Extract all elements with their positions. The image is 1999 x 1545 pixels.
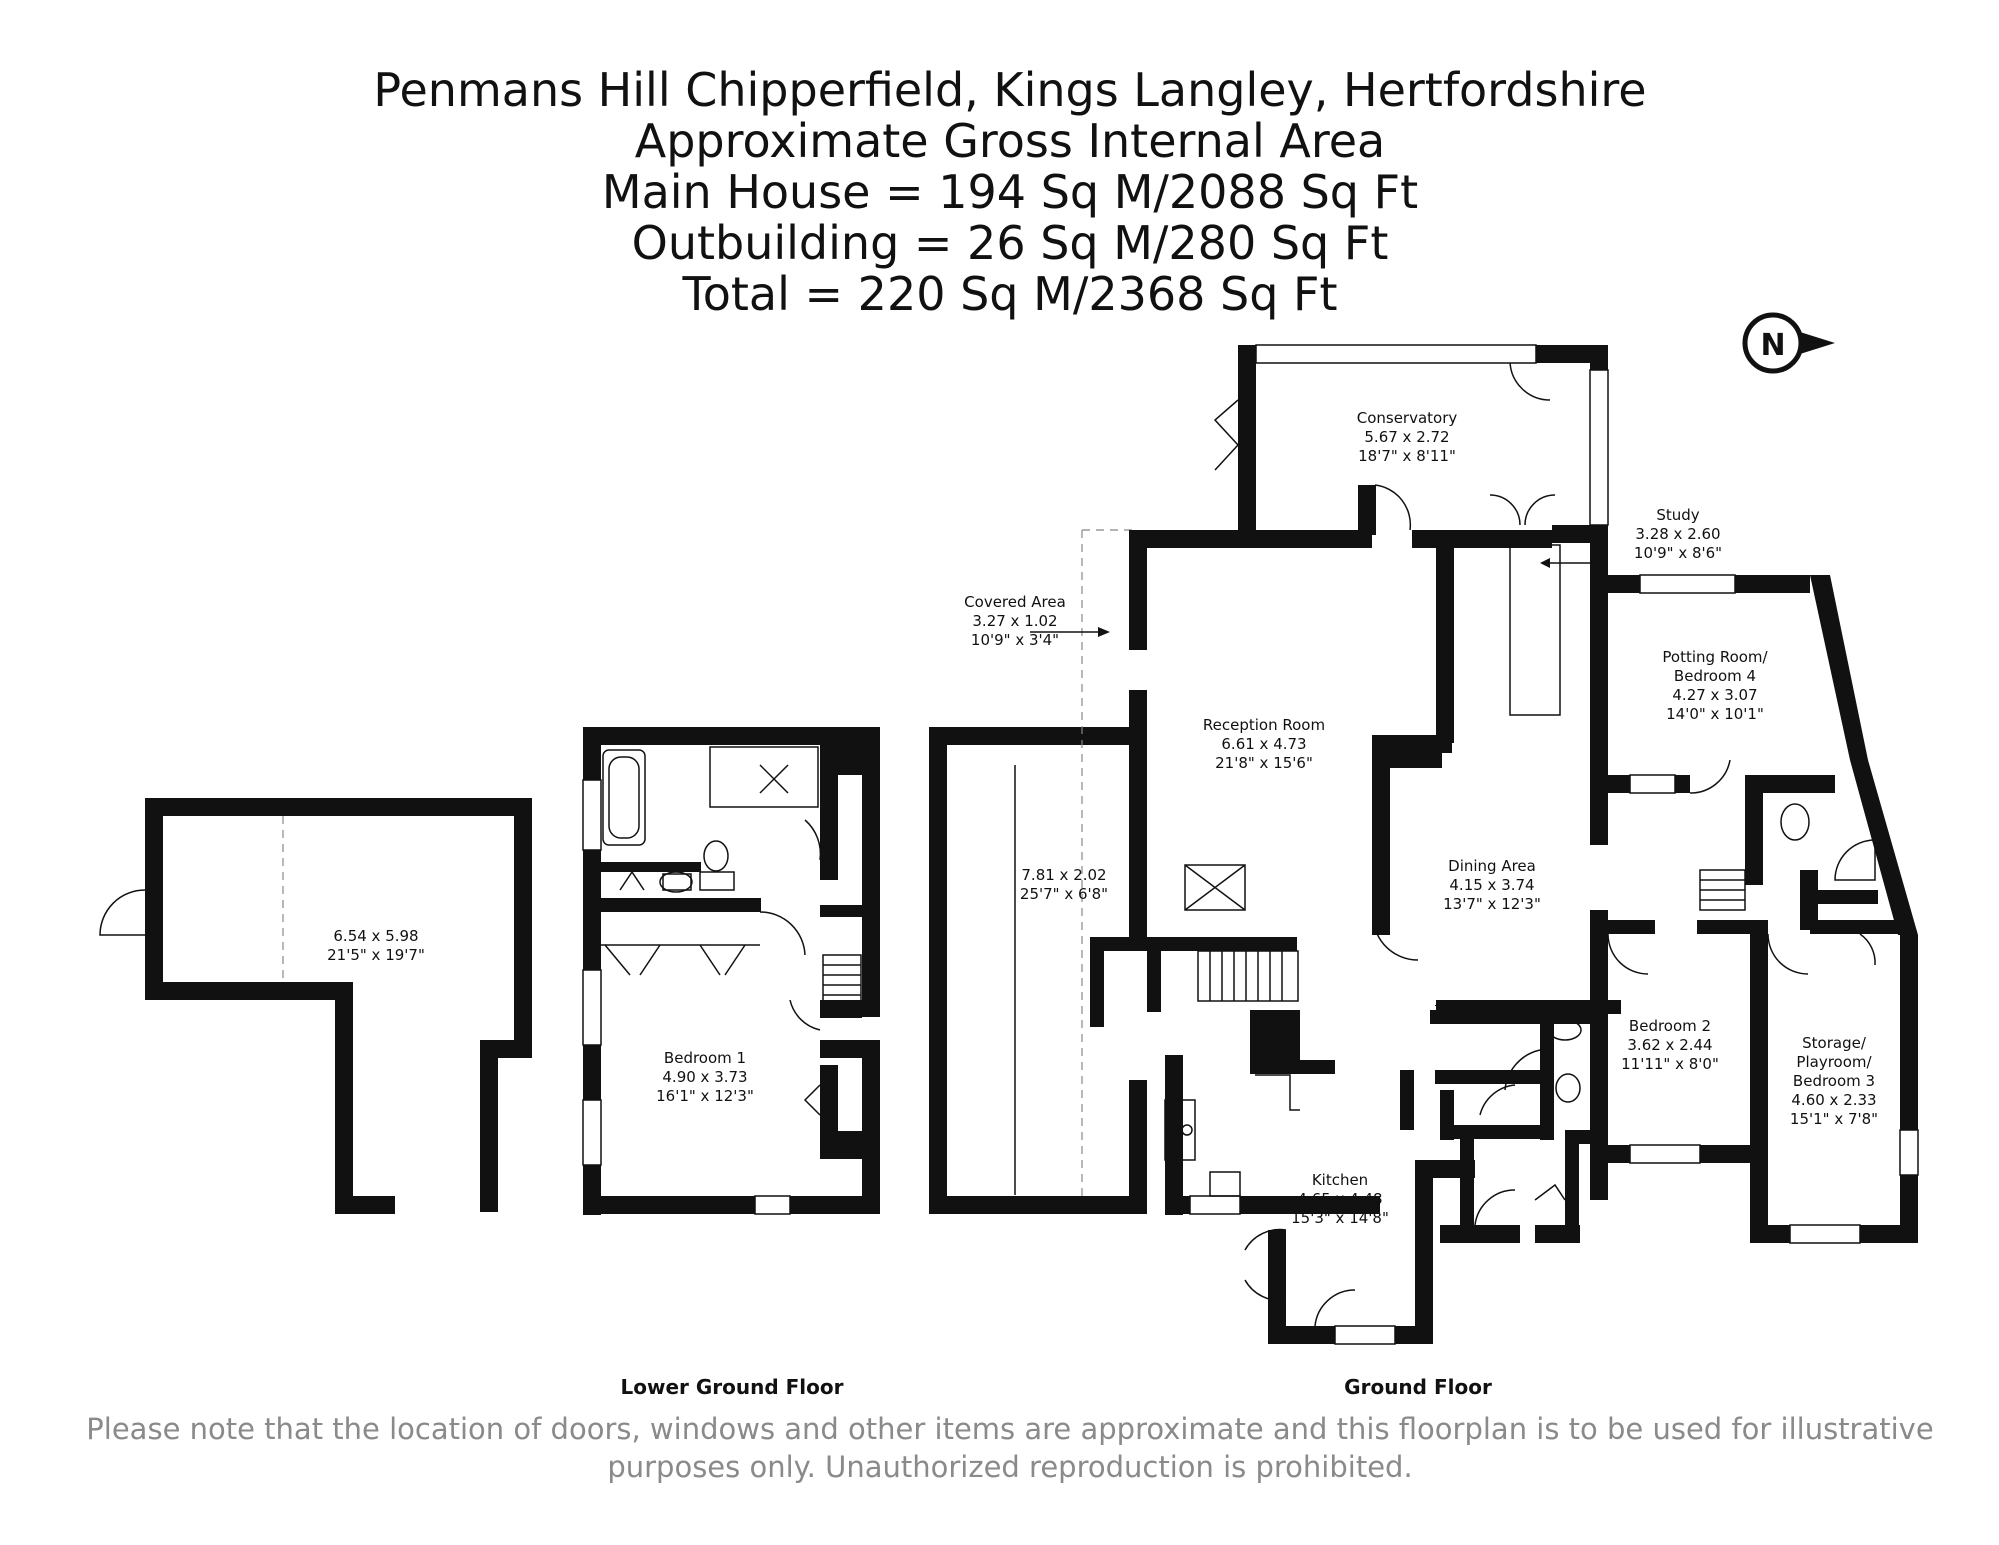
bedroom-1-imperial: 16'1" x 12'3": [656, 1087, 754, 1105]
potting-room-name: Potting Room/: [1662, 648, 1768, 666]
title-outbuilding-area: Outbuilding = 26 Sq M/280 Sq Ft: [631, 216, 1389, 270]
reception-room-imperial: 21'8" x 15'6": [1215, 754, 1313, 772]
covered-area-imperial: 10'9" x 3'4": [970, 631, 1060, 649]
conservatory-label: [1357, 409, 1458, 465]
conservatory-imperial: 18'7" x 8'11": [1358, 447, 1456, 465]
bedroom-2-metric: 3.62 x 2.44: [1627, 1036, 1713, 1054]
potting-room-metric: 4.27 x 3.07: [1672, 686, 1758, 704]
dining-area-metric: 4.15 x 3.74: [1449, 876, 1535, 894]
bedroom-2-imperial: 11'11" x 8'0": [1621, 1055, 1719, 1073]
reception-room-name: Reception Room: [1202, 716, 1326, 734]
lower-ground-floor-label: Lower Ground Floor: [620, 1375, 844, 1399]
lower-ground-floor-plan: [583, 727, 880, 1215]
conservatory-name: Conservatory: [1356, 409, 1458, 427]
kitchen-metric: 4.65 x 4.48: [1297, 1190, 1383, 1208]
outbuilding-imperial: 21'5" x 19'7": [327, 946, 425, 964]
reception-room-label: [1203, 716, 1325, 772]
bedroom-1-metric: 4.90 x 3.73: [662, 1068, 748, 1086]
covered-area-label: [964, 593, 1066, 649]
study-label: [1634, 506, 1722, 562]
covered-area-name: Covered Area: [964, 593, 1066, 611]
dining-area-label: [1443, 857, 1541, 913]
bedroom-2-name: Bedroom 2: [1628, 1017, 1712, 1035]
title-total-area: Total = 220 Sq M/2368 Sq Ft: [682, 267, 1338, 321]
compass-letter: N: [1760, 328, 1786, 363]
kitchen-name: Kitchen: [1311, 1171, 1369, 1189]
ground-floor-label: Ground Floor: [1344, 1375, 1492, 1399]
bedroom-1-label: [656, 1049, 754, 1105]
study-metric: 3.28 x 2.60: [1635, 525, 1721, 543]
disclaimer-line-1: Please note that the location of doors, windows and other items are approximate and this floorplan is to be used for illustrative: [86, 1412, 1934, 1446]
storage-name-2: Playroom/: [1796, 1053, 1872, 1071]
north-arrow-icon: [1745, 315, 1835, 371]
conservatory-metric: 5.67 x 2.72: [1364, 428, 1450, 446]
storage-name: Storage/: [1802, 1034, 1866, 1052]
storage-playroom-label: [1790, 1034, 1878, 1128]
title-main-house-area: Main House = 194 Sq M/2088 Sq Ft: [601, 165, 1419, 219]
potting-room-label: [1662, 648, 1768, 723]
reception-room-metric: 6.61 x 4.73: [1221, 735, 1307, 753]
storage-name-3: Bedroom 3: [1792, 1072, 1876, 1090]
dining-area-name: Dining Area: [1448, 857, 1536, 875]
long-room-metric: 7.81 x 2.02: [1021, 866, 1107, 884]
disclaimer: [0, 1410, 1999, 1486]
covered-area-metric: 3.27 x 1.02: [972, 612, 1058, 630]
storage-imperial: 15'1" x 7'8": [1789, 1110, 1879, 1128]
outbuilding-label: [327, 927, 425, 964]
bedroom-1-name: Bedroom 1: [663, 1049, 747, 1067]
outbuilding-plan: [100, 798, 532, 1214]
outbuilding-metric: 6.54 x 5.98: [333, 927, 419, 945]
kitchen-imperial: 15'3" x 14'8": [1291, 1209, 1389, 1227]
ground-floor-plan: [929, 345, 1918, 1344]
title-address: Penmans Hill Chipperfield, Kings Langley, Hertfordshire: [373, 63, 1647, 117]
potting-room-imperial: 14'0" x 10'1": [1666, 705, 1764, 723]
kitchen-label: [1291, 1171, 1389, 1227]
study-name: Study: [1656, 506, 1700, 524]
study-imperial: 10'9" x 8'6": [1633, 544, 1723, 562]
storage-metric: 4.60 x 2.33: [1791, 1091, 1877, 1109]
dining-area-imperial: 13'7" x 12'3": [1443, 895, 1541, 913]
disclaimer-line-2: purposes only. Unauthorized reproduction is prohibited.: [607, 1450, 1413, 1484]
long-room-imperial: 25'7" x 6'8": [1019, 885, 1109, 903]
bedroom-2-label: [1621, 1017, 1719, 1073]
title-gia-heading: Approximate Gross Internal Area: [634, 114, 1386, 168]
potting-room-name-2: Bedroom 4: [1673, 667, 1757, 685]
long-room-label: [1020, 866, 1108, 903]
